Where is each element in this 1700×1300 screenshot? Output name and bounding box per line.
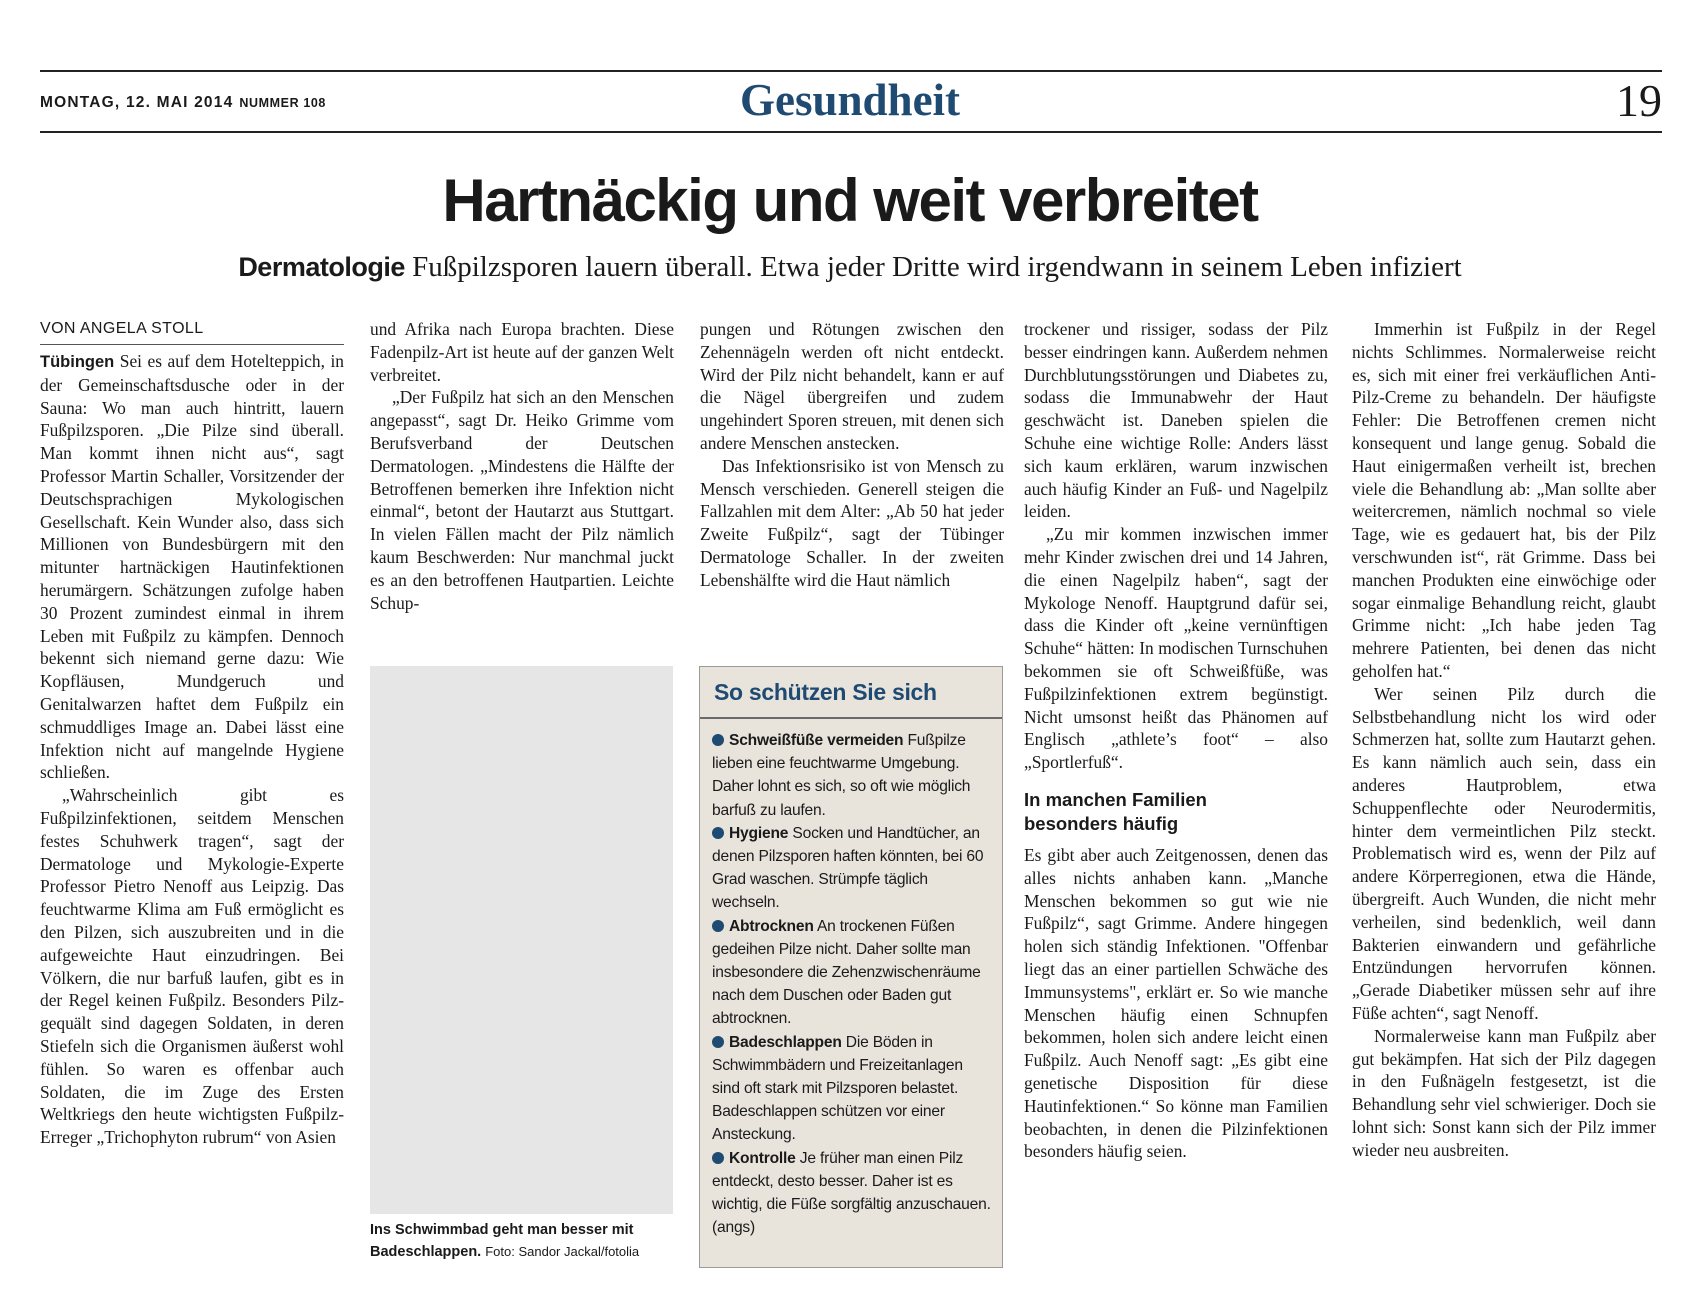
infobox-item <box>712 729 994 822</box>
article-column-3 <box>700 318 1004 592</box>
subline <box>0 251 1700 284</box>
paragraph: Das Infektionsrisiko ist von Mensch zu Mensch verschieden. Generell steigen die Fallzahlen mit dem Alter: „Ab 50 hat jeder Zweite Fußpilz“, sagt der Tübinger Dermatologe Schaller. In der zweiten Lebenshälfte wird die Haut nämlich <box>700 455 1004 590</box>
caption-line-1: Ins Schwimmbad geht man besser mit <box>370 1222 634 1238</box>
bullet-dot-icon <box>712 734 724 746</box>
infobox <box>699 666 1003 1268</box>
infobox-item-lead: Abtrocknen <box>729 917 814 935</box>
infobox-item-lead: Kontrolle <box>729 1149 796 1167</box>
paragraph: Normalerweise kann man Fußpilz aber gut bekämpfen. Hat sich der Pilz dagegen in den Fußnägeln festgesetzt, ist die Behandlung sehr viel schwieriger. Doch sie lohnt sich: Sonst kann sich der Pilz immer wieder neu ausbreiten. <box>1352 1025 1656 1160</box>
infobox-item <box>712 915 994 1031</box>
header-rule-top <box>40 70 1662 72</box>
photo-placeholder <box>370 666 673 1214</box>
kicker: Dermatologie <box>238 252 405 282</box>
header-rule-bottom <box>40 131 1662 133</box>
paragraph: trockener und rissiger, sodass der Pilz besser eindringen kann. Außerdem nehmen Durchblutungsstörungen und Diabetes zu, sodass die Immunabwehr der Haut geschwächt ist. Daneben spielen die Schuhe eine wichtige Rolle: Anders lässt sich kaum erklären, warum inzwischen auch häufig Kinder an Fuß- und Nagelpilz leiden. <box>1024 319 1328 522</box>
paragraph-text: Sei es auf dem Hotelteppich, in der Gemeinschaftsdusche oder in der Sauna: Wo man auch hintritt, lauern Fußpilzsporen. „Die Pilze sind überall. Man kommt ihnen nicht aus“, sagt Professor Martin Schaller, Vorsitzender der Deutschsprachigen Mykologischen Gesellschaft. Kein Wunder also, dass sich Millionen von Bundesbürgern mit den mitunter hartnäckigen Hautinfektionen herumärgern. Schätzungen zufolge haben 30 Prozent zumindest einmal in ihrem Leben mit Fußpilz zu kämpfen. Dennoch bekennt sich niemand gerne dazu: Wie Kopfläusen, Mundgeruch und Genitalwarzen haftet dem Fußpilz ein schmuddliges Image an. Dabei lässt eine Infektion nicht auf mangelnde Hygiene schließen. <box>40 351 344 783</box>
paragraph: „Zu mir kommen inzwischen immer mehr Kinder zwischen drei und 14 Jahren, die einen Nagelpilz haben“, sagt der Mykologe Nenoff. Hauptgrund dafür sei, dass die Kinder oft „keine vernünftigen Schuhe“ hätten: In modischen Turnschuhen bekommen sie oft Schweißfüße, was Fußpilzinfektionen extrem begünstigt. Nicht umsonst heißt das Phänomen auf Englisch „athlete’s foot“ – also „Sportlerfuß“. <box>1024 524 1328 773</box>
bullet-dot-icon <box>712 827 724 839</box>
caption-line-2: Badeschlappen. <box>370 1244 482 1260</box>
page-number: 19 <box>1616 75 1662 126</box>
infobox-item <box>712 822 994 915</box>
bullet-dot-icon <box>712 1036 724 1048</box>
infobox-item <box>712 1147 994 1240</box>
infobox-rule <box>700 717 1002 719</box>
paragraph: Wer seinen Pilz durch die Selbstbehandlung nicht los wird oder Schmerzen hat, sollte zum Hautarzt gehen. Es kann nämlich auch sein, dass ein anderes Hautproblem, etwa Schuppenflechte oder Neurodermitis, hinter dem vermeintlichen Pilz steckt. Problematisch wird es, wenn der Pilz auf andere Körperregionen, etwa die Hände, übergreift. Auch Wunden, die nicht mehr verheilen, sind bedenklich, weil dann Bakterien einwandern und gefährliche Entzündungen hervorrufen können. „Gerade Diabetiker müssen sehr auf ihre Füße achten“, sagt Nenoff. <box>1352 683 1656 1023</box>
infobox-item-lead: Schweißfüße vermeiden <box>729 732 904 749</box>
infobox-title: So schützen Sie sich <box>714 679 937 705</box>
date-text: MONTAG, 12. MAI 2014 <box>40 94 234 111</box>
paragraph: Es gibt aber auch Zeitgenossen, denen das alles nichts anhaben kann. „Manche Menschen bekommen so gut wie nie Fußpilz“, sagt Grimme. Andere hingegen holen sich ständig Infektionen. "Offenbar liegt das an einer partiellen Schwäche des Immunsystems", erklärt er. So wie manche Menschen häufig einen Schnupfen bekommen, holen sich andere leicht einen Fußpilz. Auch Nenoff sagt: „Es gibt eine genetische Disposition für diese Hautinfektionen.“ So könne man Familien beobachten, in denen die Pilzinfektionen besonders häufig seien. <box>1024 844 1328 1162</box>
byline: VON ANGELA STOLL <box>40 320 204 337</box>
issue-number: NUMMER 108 <box>239 96 326 110</box>
infobox-item-text: An trockenen Füßen gedeihen Pilze nicht. Daher sollte man insbesondere die Zehenzwischenräume nach dem Duschen oder Baden gut abtrocknen. <box>712 917 981 1028</box>
paragraph <box>40 350 344 784</box>
photo-credit: Foto: Sandor Jackal/fotolia <box>485 1244 640 1259</box>
subheading-line-2: besonders häufig <box>1024 812 1179 834</box>
infobox-item-lead: Badeschlappen <box>729 1033 842 1051</box>
article-column-1 <box>40 350 344 1149</box>
bullet-dot-icon <box>712 1152 724 1164</box>
infobox-item <box>712 1031 994 1147</box>
paragraph: „Der Fußpilz hat sich an den Menschen angepasst“, sagt Dr. Heiko Grimme vom Berufsverband der Deutschen Dermatologen. „Mindestens die Hälfte der Betroffenen bemerken ihre Infektion nicht einmal“, betont der Hautarzt aus Stuttgart. In vielen Fällen macht der Pilz nämlich kaum Beschwerden: Nur manchmal juckt es an den betroffenen Hautpartien. Leichte Schup- <box>370 387 674 613</box>
article-column-2 <box>370 318 674 614</box>
paragraph: „Wahrscheinlich gibt es Fußpilzinfektionen, seitdem Menschen festes Schuhwerk tragen“, sagt der Dermatologe und Mykologie-Experte Professor Pietro Nenoff aus Leipzig. Das feuchtwarme Klima am Fuß ermöglicht es den Pilzen, sich auszubreiten und in die aufgeweichte Haut einzudringen. Bei Völkern, die nur barfuß laufen, gibt es in der Regel keinen Fußpilz. Besonders Pilz-gequält sind dagegen Soldaten, in deren Stiefeln sich die Organismen äußerst wohl fühlen. So waren es offenbar auch Soldaten, die im Zuge des Ersten Weltkriegs den heute wichtigsten Fußpilz-Erreger „Trichophyton rubrum“ von Asien <box>40 785 344 1148</box>
dateline: Tübingen <box>40 353 115 371</box>
article-column-4 <box>1024 318 1328 1163</box>
bullet-dot-icon <box>712 920 724 932</box>
paragraph: pungen und Rötungen zwischen den Zehennägeln werden oft nicht entdeckt. Wird der Pilz nicht behandelt, kann er auf die Nägel übergreifen und zudem ungehindert Sporen streuen, mit denen sich andere Menschen anstecken. <box>700 319 1004 453</box>
paragraph: Immerhin ist Fußpilz in der Regel nichts Schlimmes. Normalerweise reicht es, sich mit einer frei verkäuflichen Anti-Pilz-Creme zu behandeln. Der häufigste Fehler: Die Betroffenen cremen nicht konsequent und lange genug. Sobald die Haut einigermaßen verheilt ist, brechen viele die Behandlung ab: „Man sollte aber weitercremen, nämlich nochmal so viele Tage, wie es gedauert hat, bis der Pilz verschwunden ist“, rät Grimme. Dass bei manchen Produkten eine einwöchige oder sogar einmalige Behandlung reicht, glaubt Grimme nicht: „Ich habe jeden Tag mehrere Patienten, bei denen das nicht geholfen hat.“ <box>1352 319 1656 681</box>
subheading <box>1024 788 1328 836</box>
article-column-5 <box>1352 318 1656 1161</box>
section-title: Gesundheit <box>739 75 961 125</box>
infobox-item-text: Die Böden in Schwimmbädern und Freizeitanlagen sind oft stark mit Pilzsporen belastet. Badeschlappen schützen vor einer Ansteckung. <box>712 1033 963 1144</box>
infobox-items <box>712 729 994 1239</box>
paragraph: und Afrika nach Europa brachten. Diese Fadenpilz-Art ist heute auf der ganzen Welt verbreitet. <box>370 319 674 385</box>
headline: Hartnäckig und weit verbreitet <box>442 167 1258 234</box>
photo-caption <box>370 1220 680 1263</box>
infobox-item-lead: Hygiene <box>729 824 789 842</box>
subline-text: Fußpilzsporen lauern überall. Etwa jeder Dritte wird irgendwann in seinem Leben infiziert <box>412 251 1462 283</box>
byline-rule <box>40 344 344 345</box>
infobox-item-text: Je früher man einen Pilz entdeckt, desto besser. Daher ist es wichtig, die Füße sorgfältig anzuschauen. (angs) <box>712 1149 991 1237</box>
subheading-line-1: In manchen Familien <box>1024 788 1207 810</box>
infobox-item-text: Socken und Handtücher, an denen Pilzsporen haften könnten, bei 60 Grad waschen. Strümpfe täglich wechseln. <box>712 824 984 912</box>
infobox-item-text: Fußpilze lieben eine feuchtwarme Umgebung. Daher lohnt es sich, so oft wie möglich barfuß zu laufen. <box>712 732 971 819</box>
